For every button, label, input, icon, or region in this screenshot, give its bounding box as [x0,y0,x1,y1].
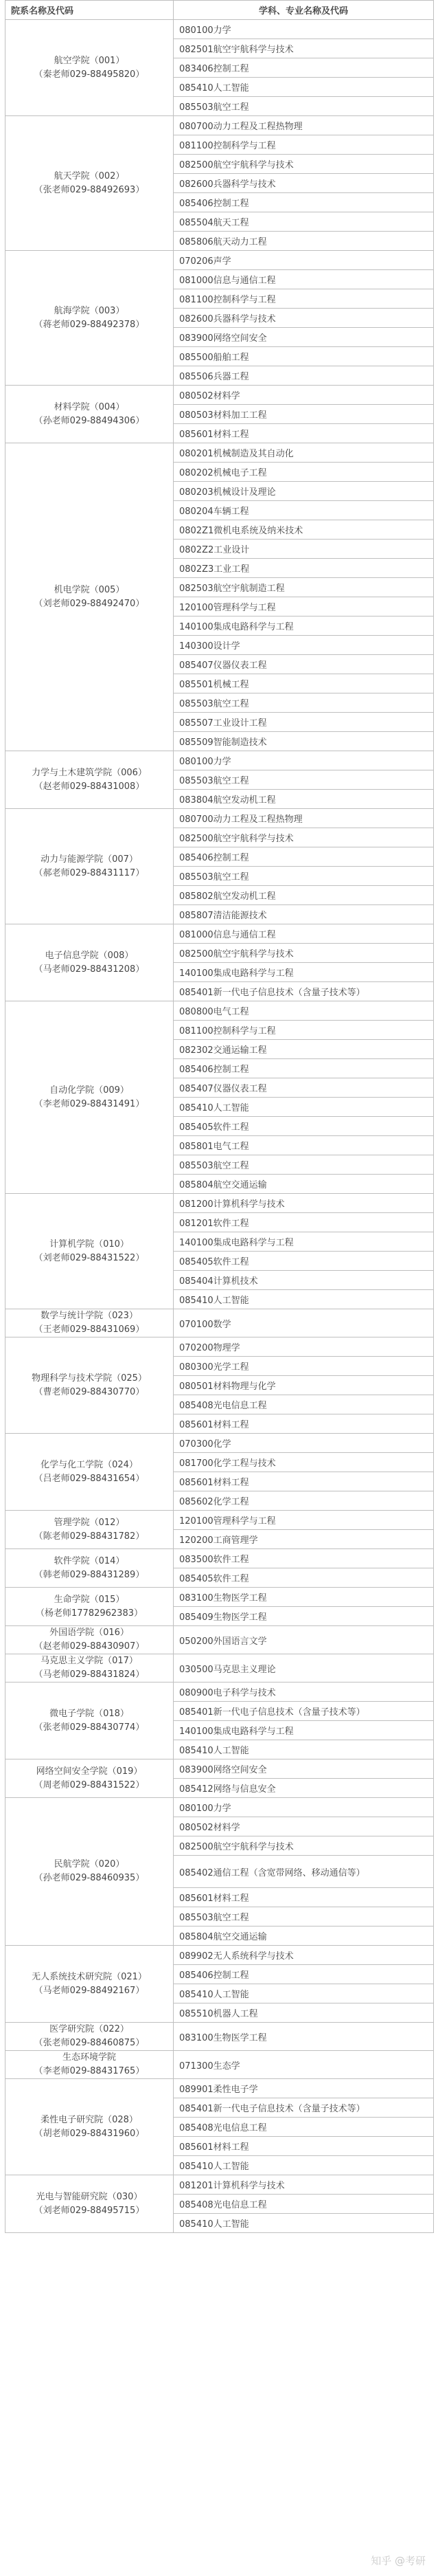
table-row [5,116,434,135]
major-cell: 085401新一代电子信息技术（含量子技术等） [174,2098,434,2118]
major-cell: 085503航空工程 [174,867,434,886]
school-contact: （赵老师029-88431008） [34,781,145,792]
major-cell: 085410人工智能 [174,1740,434,1759]
school-cell [5,386,174,443]
school-contact: （吕老师029-88431654） [34,1473,145,1484]
major-cell: 081100控制科学与工程 [174,289,434,309]
school-cell [5,1683,174,1759]
school-cell [5,1946,174,2023]
major-cell: 082302交通运输工程 [174,1040,434,1059]
school-name: 生命学院（015） [54,1594,125,1605]
major-cell: 085601材料工程 [174,424,434,443]
major-cell: 080503材料加工工程 [174,405,434,424]
major-cell: 0802Z1微机电系统及纳米技术 [174,520,434,540]
major-cell: 080501材料物理与化学 [174,1376,434,1395]
watermark: 知乎 @考研 [371,2555,426,2567]
major-cell: 080203机械设计及理论 [174,482,434,501]
school-cell [5,1626,174,1654]
school-cell [5,1337,174,1434]
major-cell: 085401新一代电子信息技术（含量子技术等） [174,1702,434,1721]
major-cell: 085503航空工程 [174,1155,434,1175]
school-name: 材料学院（004） [54,401,125,412]
major-cell: 070200物理学 [174,1337,434,1357]
major-cell: 050200外国语言文学 [174,1626,434,1654]
school-contact: （马老师029-88431824） [34,1669,145,1680]
school-cell [5,2175,174,2233]
major-cell: 085406控制工程 [174,847,434,867]
major-cell: 085405软件工程 [174,1568,434,1588]
major-cell: 140100集成电路科学与工程 [174,963,434,982]
school-contact: （曹老师029-88430770） [34,1386,145,1397]
major-cell: 085804航空交通运输 [174,1175,434,1194]
major-cell: 081200计算机科学与技术 [174,1194,434,1213]
school-cell [5,2079,174,2175]
table-row [5,1309,434,1337]
major-cell: 082500航空宇航科学与技术 [174,828,434,847]
school-name: 软件学院（014） [54,1555,125,1566]
school-contact: （秦老师029-88495820） [34,69,145,80]
major-cell: 085503航空工程 [174,1907,434,1927]
major-cell: 085500船舶工程 [174,347,434,366]
school-name: 机电学院（005） [54,584,125,595]
major-cell: 085410人工智能 [174,2156,434,2175]
school-name: 自动化学院（009） [49,1085,129,1096]
major-cell: 070206声学 [174,251,434,270]
major-cell: 140100集成电路科学与工程 [174,1721,434,1740]
school-cell [5,1759,174,1798]
major-cell: 082503航空宇航制造工程 [174,578,434,597]
school-cell [5,116,174,251]
major-cell: 080204车辆工程 [174,501,434,520]
major-cell: 082600兵器科学与技术 [174,309,434,328]
table-row [5,2079,434,2098]
table-row [5,20,434,39]
school-cell [5,1798,174,1946]
school-contact: （赵老师029-88430907） [34,1641,145,1652]
major-cell: 120100管理科学与工程 [174,1511,434,1530]
major-cell: 081100控制科学与工程 [174,135,434,155]
school-name: 航海学院（003） [54,305,125,316]
major-cell: 085408光电信息工程 [174,2195,434,2214]
major-cell: 085503航空工程 [174,97,434,116]
major-cell: 085807清洁能源技术 [174,905,434,924]
major-cell: 120100管理科学与工程 [174,597,434,617]
school-name: 民航学院（020） [54,1859,125,1869]
school-cell [5,1434,174,1511]
school-cell [5,809,174,924]
major-cell: 085405软件工程 [174,1117,434,1136]
school-contact: （李老师029-88431491） [34,1098,145,1109]
major-cell: 080300光学工程 [174,1357,434,1376]
table-row [5,1337,434,1357]
major-cell: 085806航天动力工程 [174,232,434,251]
table-body [5,20,434,2233]
major-cell: 085402通信工程（含宽带网络、移动通信等） [174,1856,434,1888]
major-cell: 085510机器人工程 [174,2003,434,2023]
table-row [5,1434,434,1453]
major-cell: 085410人工智能 [174,1984,434,2003]
major-cell: 081000信息与通信工程 [174,270,434,289]
major-cell: 085410人工智能 [174,1098,434,1117]
school-name: 计算机学院（010） [49,1239,129,1250]
school-contact: （孙老师029-88460935） [34,1873,145,1883]
table-row [5,1798,434,1817]
table-row [5,751,434,770]
major-cell: 083100生物医学工程 [174,2023,434,2051]
school-contact: （刘老师029-88495715） [34,2205,145,2216]
school-cell [5,20,174,116]
school-name: 电子信息学院（008） [45,950,134,961]
school-cell [5,1194,174,1309]
table-row [5,1511,434,1530]
school-name: 航空学院（001） [54,55,125,66]
table-row [5,251,434,270]
header-major-cell: 学科、专业名称及代码 [174,1,434,20]
table-header-row [5,1,434,20]
major-cell: 080100力学 [174,751,434,770]
major-cell: 140300设计学 [174,636,434,655]
major-cell: 085404计算机技术 [174,1271,434,1290]
major-cell: 085504航天工程 [174,212,434,232]
major-cell: 080700动力工程及工程热物理 [174,116,434,135]
school-contact: （张老师029-88460875） [34,2038,145,2048]
school-cell [5,443,174,751]
major-cell: 082600兵器科学与技术 [174,174,434,193]
table-row [5,1654,434,1683]
major-cell: 070300化学 [174,1434,434,1453]
school-cell [5,1309,174,1337]
school-contact: （杨老师17782962383） [36,1608,143,1619]
major-cell: 085804航空交通运输 [174,1927,434,1946]
school-name: 微电子学院（018） [49,1708,129,1719]
school-name: 物理科学与技术学院（025） [32,1373,147,1384]
school-name: 柔性电子研究院（028） [41,2114,138,2125]
school-name: 管理学院（012） [54,1517,125,1528]
table-row [5,1759,434,1779]
major-cell: 082500航空宇航科学与技术 [174,944,434,963]
major-cell: 083900网络空间安全 [174,328,434,347]
school-name: 网络空间安全学院（019） [36,1766,143,1777]
school-contact: （胡老师029-88431960） [34,2128,145,2139]
school-name: 数学与统计学院（023） [41,1311,138,1321]
major-cell: 080201机械制造及其自动化 [174,443,434,463]
school-contact: （韩老师029-88431289） [34,1569,145,1580]
major-cell: 081000信息与通信工程 [174,924,434,944]
major-cell: 081700化学工程与技术 [174,1453,434,1472]
major-cell: 085410人工智能 [174,1290,434,1309]
table-row [5,2023,434,2051]
major-cell: 080900电子科学与技术 [174,1683,434,1702]
school-contact: （刘老师029-88492470） [34,598,145,609]
major-cell: 120200工商管理学 [174,1530,434,1549]
major-cell: 080100力学 [174,20,434,39]
table-row [5,2175,434,2195]
major-cell: 085801电气工程 [174,1136,434,1155]
major-cell: 085503航空工程 [174,770,434,790]
school-contact: （马老师029-88431208） [34,964,145,975]
school-name: 无人系统技术研究院（021） [32,1971,147,1982]
major-cell: 082500航空宇航科学与技术 [174,155,434,174]
major-cell: 085501机械工程 [174,674,434,693]
major-cell: 085503航空工程 [174,693,434,713]
major-cell: 081201软件工程 [174,1213,434,1232]
school-name: 动力与能源学院（007） [41,854,138,865]
major-cell: 085509智能制造技术 [174,732,434,751]
school-cell [5,1511,174,1549]
table-row [5,1588,434,1607]
major-cell: 080502材料学 [174,386,434,405]
major-cell: 085405软件工程 [174,1252,434,1271]
major-cell: 089901柔性电子学 [174,2079,434,2098]
school-cell [5,1654,174,1683]
major-cell: 070100数学 [174,1309,434,1337]
school-contact: （刘老师029-88431522） [34,1252,145,1263]
major-cell: 085601材料工程 [174,2137,434,2156]
school-contact: （郝老师029-88431117） [34,867,145,878]
school-cell [5,751,174,809]
school-name: 光电与智能研究院（030） [36,2191,143,2202]
school-cell [5,2023,174,2051]
major-cell: 085409生物医学工程 [174,1607,434,1626]
major-cell: 080800电气工程 [174,1001,434,1021]
school-name: 化学与化工学院（024） [41,1459,138,1470]
major-cell: 085412网络与信息安全 [174,1779,434,1798]
table-row [5,2051,434,2079]
major-cell: 085406控制工程 [174,193,434,212]
school-contact: （陈老师029-88431782） [34,1531,145,1542]
majors-table [5,0,434,2233]
major-cell: 080202机械电子工程 [174,463,434,482]
major-cell: 071300生态学 [174,2051,434,2079]
school-cell [5,2051,174,2079]
major-cell: 085407仪器仪表工程 [174,1078,434,1098]
major-cell: 081201计算机科学与技术 [174,2175,434,2195]
major-cell: 085410人工智能 [174,78,434,97]
major-cell: 083804航空发动机工程 [174,790,434,809]
major-cell: 083900网络空间安全 [174,1759,434,1779]
major-cell: 083100生物医学工程 [174,1588,434,1607]
major-cell: 089902无人系统科学与技术 [174,1946,434,1965]
school-cell [5,1549,174,1588]
table-row [5,924,434,944]
school-cell [5,251,174,386]
table-row [5,1001,434,1021]
school-name: 马克思主义学院（017） [41,1656,138,1666]
major-cell: 080700动力工程及工程热物理 [174,809,434,828]
major-cell: 083500软件工程 [174,1549,434,1568]
table-row [5,1549,434,1568]
school-name: 医学研究院（022） [49,2024,129,2034]
major-cell: 085601材料工程 [174,1414,434,1434]
school-contact: （张老师029-88430774） [34,1722,145,1733]
school-cell [5,1588,174,1626]
table-row [5,1626,434,1654]
school-contact: （王老师029-88431069） [34,1324,145,1335]
table-row [5,1946,434,1965]
school-name: 外国语学院（016） [49,1628,129,1638]
school-name: 力学与土木建筑学院（006） [32,767,147,778]
school-name: 生态环境学院 [62,2052,116,2063]
table-row [5,443,434,463]
major-cell: 081100控制科学与工程 [174,1021,434,1040]
major-cell: 0802Z3工业工程 [174,559,434,578]
major-cell: 140100集成电路科学与工程 [174,1232,434,1252]
table-row [5,1683,434,1702]
major-cell: 085410人工智能 [174,2214,434,2233]
header-school-cell: 院系名称及代码 [5,1,174,20]
major-cell: 085406控制工程 [174,1059,434,1078]
major-cell: 085408光电信息工程 [174,2118,434,2137]
major-cell: 082500航空宇航科学与技术 [174,1836,434,1856]
major-cell: 085602化学工程 [174,1491,434,1511]
school-name: 航天学院（002） [54,170,125,181]
school-contact: （孙老师029-88494306） [34,415,145,426]
major-cell: 030500马克思主义理论 [174,1654,434,1683]
major-cell: 085406控制工程 [174,1965,434,1984]
major-cell: 085507工业设计工程 [174,713,434,732]
major-cell: 080502材料学 [174,1817,434,1836]
major-cell: 085407仪器仪表工程 [174,655,434,674]
school-contact: （李老师029-88431765） [34,2066,145,2076]
major-cell: 085408光电信息工程 [174,1395,434,1414]
major-cell: 082501航空宇航科学与技术 [174,39,434,58]
major-cell: 140100集成电路科学与工程 [174,617,434,636]
school-contact: （马老师029-88492167） [34,1985,145,1996]
school-contact: （周老师029-88431522） [34,1779,145,1790]
major-cell: 085506兵器工程 [174,366,434,386]
major-cell: 080100力学 [174,1798,434,1817]
school-contact: （张老师029-88492693） [34,184,145,195]
major-cell: 085601材料工程 [174,1472,434,1491]
major-cell: 085401新一代电子信息技术（含量子技术等） [174,982,434,1001]
major-cell: 083406控制工程 [174,58,434,78]
school-cell [5,1001,174,1194]
school-cell [5,924,174,1001]
major-cell: 0802Z2工业设计 [174,540,434,559]
major-cell: 085802航空发动机工程 [174,886,434,905]
school-contact: （蒋老师029-88492378） [34,319,145,330]
table-row [5,386,434,405]
major-cell: 085601材料工程 [174,1888,434,1907]
table-row [5,1194,434,1213]
table-row [5,809,434,828]
